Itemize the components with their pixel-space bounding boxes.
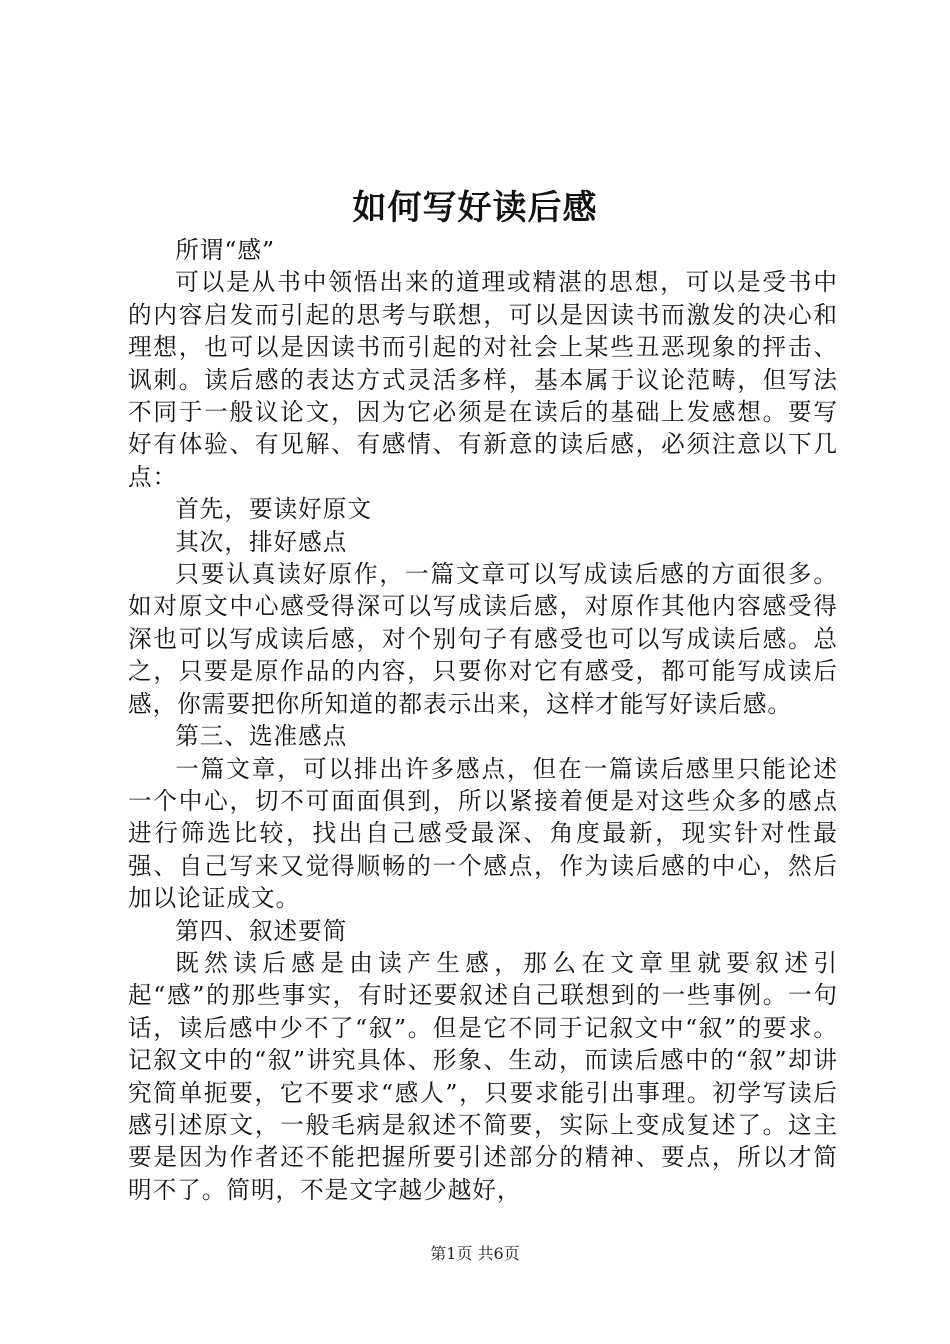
paragraph-7: 一篇文章，可以排出许多感点，但在一篇读后感里只能论述一个中心，切不可面面俱到，所以紧接着便是对这些众多的感点进行筛选比较，找出自己感受最深、角度最新，现实针对性最强、自己写来又觉得顺畅的一个感点，作为读后感的中心，然后加以论证成文。 <box>128 754 838 913</box>
paragraph-4: 其次，排好感点 <box>175 527 348 556</box>
page-footer: 第1页 共6页 <box>430 1244 520 1263</box>
document-body <box>128 234 838 1206</box>
paragraph-6: 第三、选准感点 <box>175 722 348 751</box>
paragraph-5: 只要认真读好原作，一篇文章可以写成读后感的方面很多。如对原文中心感受得深可以写成读后感，对原作其他内容感受得深也可以写成读后感，对个别句子有感受也可以写成读后感。总之，只要是原作品的内容，只要你对它有感受，都可能写成读后感，你需要把你所知道的都表示出来，这样才能写好读后感。 <box>128 560 838 718</box>
paragraph-2: 可以是从书中领悟出来的道理或精湛的思想，可以是受书中的内容启发而引起的思考与联想，可以是因读书而激发的决心和理想，也可以是因读书而引起的对社会上某些丑恶现象的抨击、讽刺。读后感的表达方式灵活多样，基本属于议论范畴，但写法不同于一般议论文，因为它必须是在读后的基础上发感想。要写好有体验、有见解、有感情、有新意的读后感，必须注意以下几点： <box>128 268 838 491</box>
paragraph-1: 所谓“感” <box>175 236 276 264</box>
page-title: 如何写好读后感 <box>352 188 598 228</box>
paragraph-9: 既然读后感是由读产生感，那么在文章里就要叙述引起“感”的那些事实，有时还要叙述自己联想到的一些事例。一句话，读后感中少不了“叙”。但是它不同于记叙文中“叙”的要求。记叙文中的“叙”讲究具体、形象、生动，而读后感中的“叙”却讲究简单扼要，它不要求“感人”，只要求能引出事理。初学写读后感引述原文，一般毛病是叙述不简要，实际上变成复述了。这主要是因为作者还不能把握所要引述部分的精神、要点，所以才简明不了。简明，不是文字越少越好， <box>128 948 838 1204</box>
paragraph-3: 首先，要读好原文 <box>175 495 372 524</box>
paragraph-8: 第四、叙述要简 <box>175 916 348 945</box>
